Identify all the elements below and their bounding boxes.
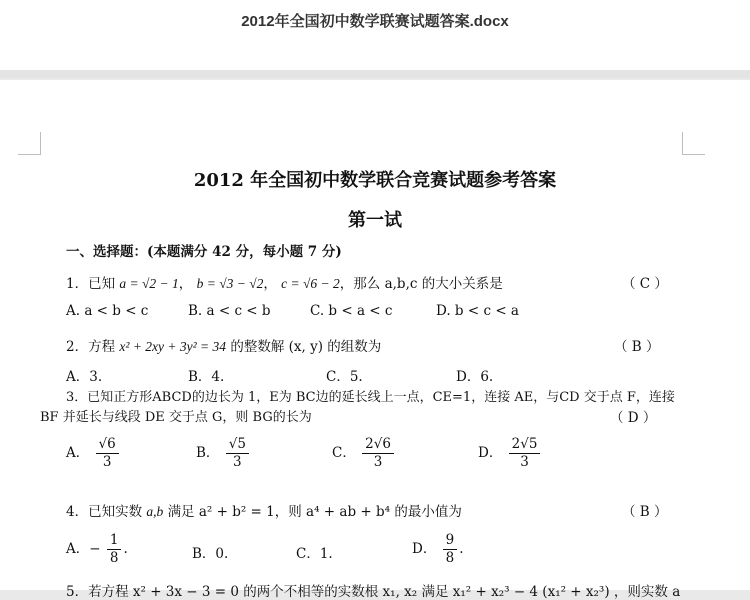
q3-option-c (332, 436, 396, 471)
q4-text: ，则 a⁴ + ab + b⁴ 的最小值为 (274, 504, 462, 520)
q2-option-c: C．5. (326, 369, 363, 385)
q3-b-den: 3 (233, 454, 242, 470)
question-2 (66, 335, 381, 355)
question-1: 1．已知 a = √2 − 1， b = √3 − √2， c = √6 − 2，那么 a,b,c 的大小关系是 (66, 276, 503, 292)
q3-a-den: 3 (102, 454, 112, 470)
q4-cond: 满足 a² + b² = 1 (167, 504, 275, 520)
q4-answer: （ B ） (622, 504, 668, 520)
q3-option-b (196, 436, 251, 471)
margin-corner-left (18, 132, 41, 155)
q3-option-a-fraction (96, 436, 119, 471)
question-4 (66, 500, 462, 520)
q1-option-b: B. a < c < b (188, 303, 271, 319)
q1-option-a: A. a < b < c (66, 303, 149, 319)
q2-answer: （ B ） (614, 339, 660, 355)
doc-title: 2012 年全国初中数学联合竞赛试题参考答案 (193, 170, 557, 191)
q2-prefix: 2．方程 (66, 339, 116, 355)
q3-option-d-label: D． (478, 445, 503, 461)
q3-option-c-fraction (362, 436, 394, 471)
q3-c-num: 2√6 (362, 436, 394, 454)
q1-c: c = √6 − 2 (281, 276, 340, 291)
q4-a-num: 1 (107, 532, 122, 550)
q4-option-c: C．1. (296, 546, 333, 562)
q2-text: 的整数解 (x, y) 的组数为 (230, 339, 382, 355)
q3-answer: （ D ） (610, 410, 657, 426)
q1-answer: （ C ） (622, 276, 668, 292)
q2-equation: x² + 2xy + 3y² = 34 (119, 339, 227, 354)
q3-option-d-fraction (509, 436, 541, 471)
q1-a: a = √2 − 1 (119, 276, 179, 291)
q3-b-num: √5 (226, 436, 249, 454)
window-titlebar (0, 0, 750, 70)
document-page (0, 80, 750, 600)
q4-option-a-fraction (107, 532, 122, 567)
q4-option-a: A．− $\frac{1}{8}$ . (66, 532, 128, 566)
q3-option-a (66, 436, 121, 471)
doc-subtitle: 第一试 (348, 210, 402, 231)
q4-option-b: B．0. (192, 546, 229, 562)
q4-a-den: 8 (109, 550, 119, 566)
q3-option-d (478, 436, 542, 471)
q3-c-den: 3 (373, 454, 383, 470)
q1-option-d: D. b < c < a (436, 303, 519, 319)
q3-line-2: BF 并延长与线段 DE 交于点 G，则 BG的长为 (40, 410, 312, 425)
q4-option-a-label: A．− (66, 541, 101, 557)
q3-a-num: √6 (96, 436, 119, 454)
section-heading: 一、选择题：(本题满分 42 分，每小题 7 分) (66, 244, 342, 260)
q4-vars: a,b (146, 504, 164, 519)
question-5-partial: 5．若方程 x² + 3x − 3 = 0 的两个不相等的实数根 x₁, x₂ 满足 x₁² + x₂³ − 4 (x₁² + x₂³) ，则实数 a (66, 584, 681, 600)
q2-option-d: D．6. (456, 369, 494, 385)
q3-option-a-label: A． (66, 445, 90, 461)
window-title: 2012年全国初中数学联赛试题答案.docx (241, 13, 509, 30)
page-gap (0, 70, 750, 78)
q4-option-d: D． $\frac{9}{8}$ . (412, 532, 464, 566)
margin-corner-right (682, 132, 705, 155)
q3-d-num: 2√5 (509, 436, 541, 454)
q3-option-c-label: C． (332, 445, 356, 461)
q4-option-d-fraction (443, 532, 458, 567)
q4-d-den: 8 (445, 550, 455, 566)
q1-option-c: C. b < a < c (310, 303, 393, 319)
q4-option-d-label: D． (412, 541, 437, 557)
q2-option-b: B．4. (188, 369, 225, 385)
q3-option-b-fraction (226, 436, 249, 471)
q1-b: b = √3 − √2 (196, 276, 264, 291)
q1-prefix: 1．已知 (66, 276, 116, 292)
q2-option-a: A．3. (66, 369, 103, 385)
q3-line-1: 3．已知正方形ABCD的边长为 1，E为 BC边的延长线上一点，CE=1，连接 AE，与CD 交于点 F，连接 (66, 390, 675, 405)
q4-prefix: 4．已知实数 (66, 504, 143, 520)
q1-text: ，那么 a,b,c 的大小关系是 (339, 276, 503, 292)
q3-option-b-label: B． (196, 445, 220, 461)
q4-d-num: 9 (443, 532, 458, 550)
q3-d-den: 3 (520, 454, 529, 470)
